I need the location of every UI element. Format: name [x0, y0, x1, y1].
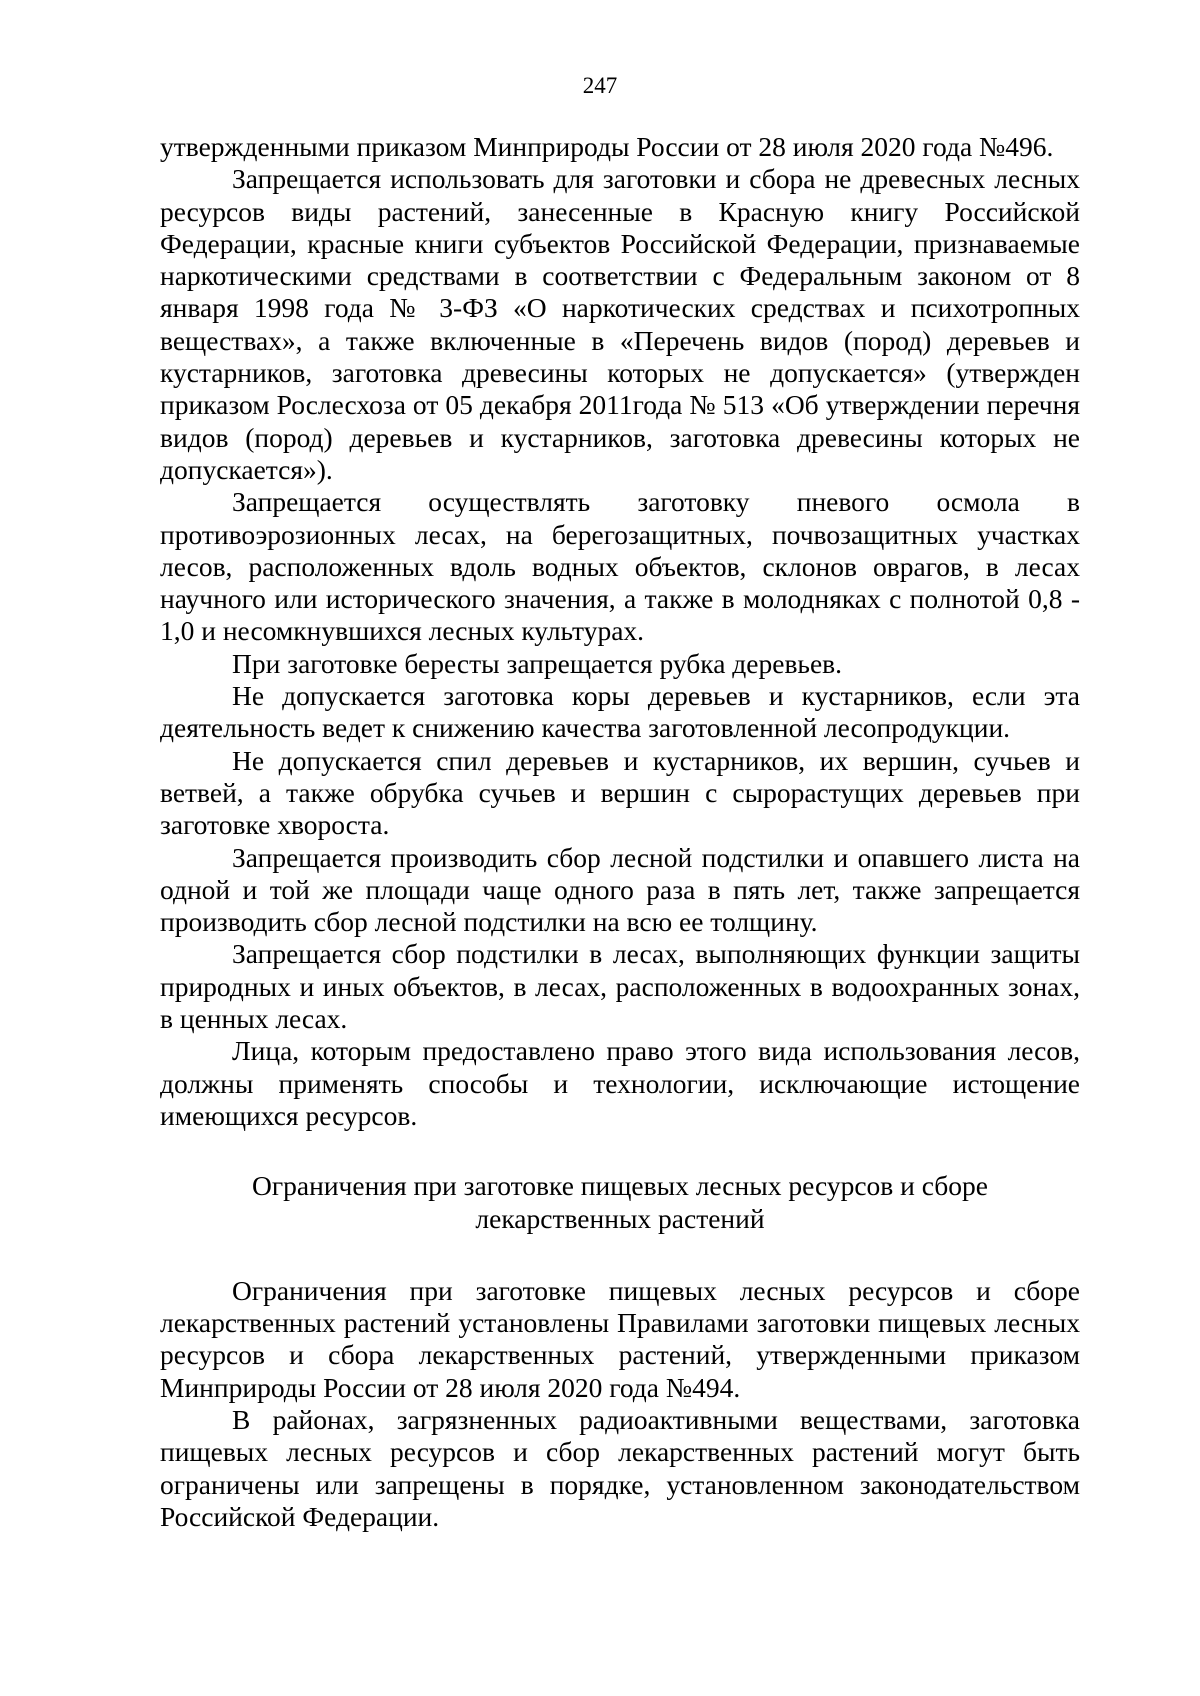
page-number: 247: [582, 73, 618, 98]
paragraph-resource-depletion: Лица, которым предоставлено право этого вида использования лесов, должны применять способы и технологии, исключающие истощение имеющихся ресурсов.: [160, 1035, 1080, 1131]
section-heading: Ограничения при заготовке пищевых лесных ресурсов и сборе лекарственных растений: [252, 1170, 988, 1234]
paragraph-radioactive-areas: В районах, загрязненных радиоактивными веществами, заготовка пищевых лесных ресурсов и сбор лекарственных растений могут быть ограничены или запрещены в порядке, установленном законодательством Российской Федерации.: [160, 1403, 1080, 1532]
paragraph-litter-frequency: Запрещается производить сбор лесной подстилки и опавшего листа на одной и той же площади чаще одного раза в пять лет, также запрещается производить сбор лесной подстилки на всю ее толщину.: [160, 841, 1080, 938]
paragraph-litter-protected: Запрещается сбор подстилки в лесах, выполняющих функции защиты природных и иных объектов, в лесах, расположенных в водоохранных зонах, в ценных лесах.: [160, 938, 1080, 1035]
paragraph-food-resources-rules: Ограничения при заготовке пищевых лесных ресурсов и сборе лекарственных растений установлены Правилами заготовки пищевых лесных ресурсов и сбора лекарственных растений, утвержденными приказом Минприроды России от 28 июля 2020 года №494.: [160, 1274, 1080, 1403]
paragraph-brushwood: Не допускается спил деревьев и кустарников, их вершин, сучьев и ветвей, а также обрубка сучьев и вершин с сырорастущих деревьев при заготовке хвороста.: [160, 744, 1080, 841]
paragraph-stump-resin: Запрещается осуществлять заготовку пневого осмола в противоэрозионных лесах, на берегозащитных, почвозащитных участках лесов, расположенных вдоль водных объектов, склонов оврагов, в лесах научного или исторического значения, а также в молодняках с полнотой 0,8 - 1,0 и несомкнувшихся лесных культурах.: [160, 486, 1080, 647]
paragraph-birch-bark: При заготовке бересты запрещается рубка деревьев.: [232, 647, 843, 679]
document-body: [160, 131, 1080, 1533]
paragraph-prohibited-species: Запрещается использовать для заготовки и сбора не древесных лесных ресурсов виды растений, занесенные в Красную книгу Российской Федерации, красные книги субъектов Российской Федерации, признаваемые наркотическими средствами в соответствии с Федеральным законом от 8 января 1998 года № 3-ФЗ «О наркотических средствах и психотропных веществах», а также включенные в «Перечень видов (пород) деревьев и кустарников, заготовка древесины которых не допускается» (утвержден приказом Рослесхоза от 05 декабря 2011года № 513 «Об утверждении перечня видов (пород) деревьев и кустарников, заготовка древесины которых не допускается»).: [160, 163, 1080, 485]
paragraph-bark-harvest: Не допускается заготовка коры деревьев и кустарников, если эта деятельность ведет к снижению качества заготовленной лесопродукции.: [160, 680, 1080, 744]
paragraph-continuation: утвержденными приказом Минприроды России от 28 июля 2020 года №496.: [160, 131, 1054, 162]
